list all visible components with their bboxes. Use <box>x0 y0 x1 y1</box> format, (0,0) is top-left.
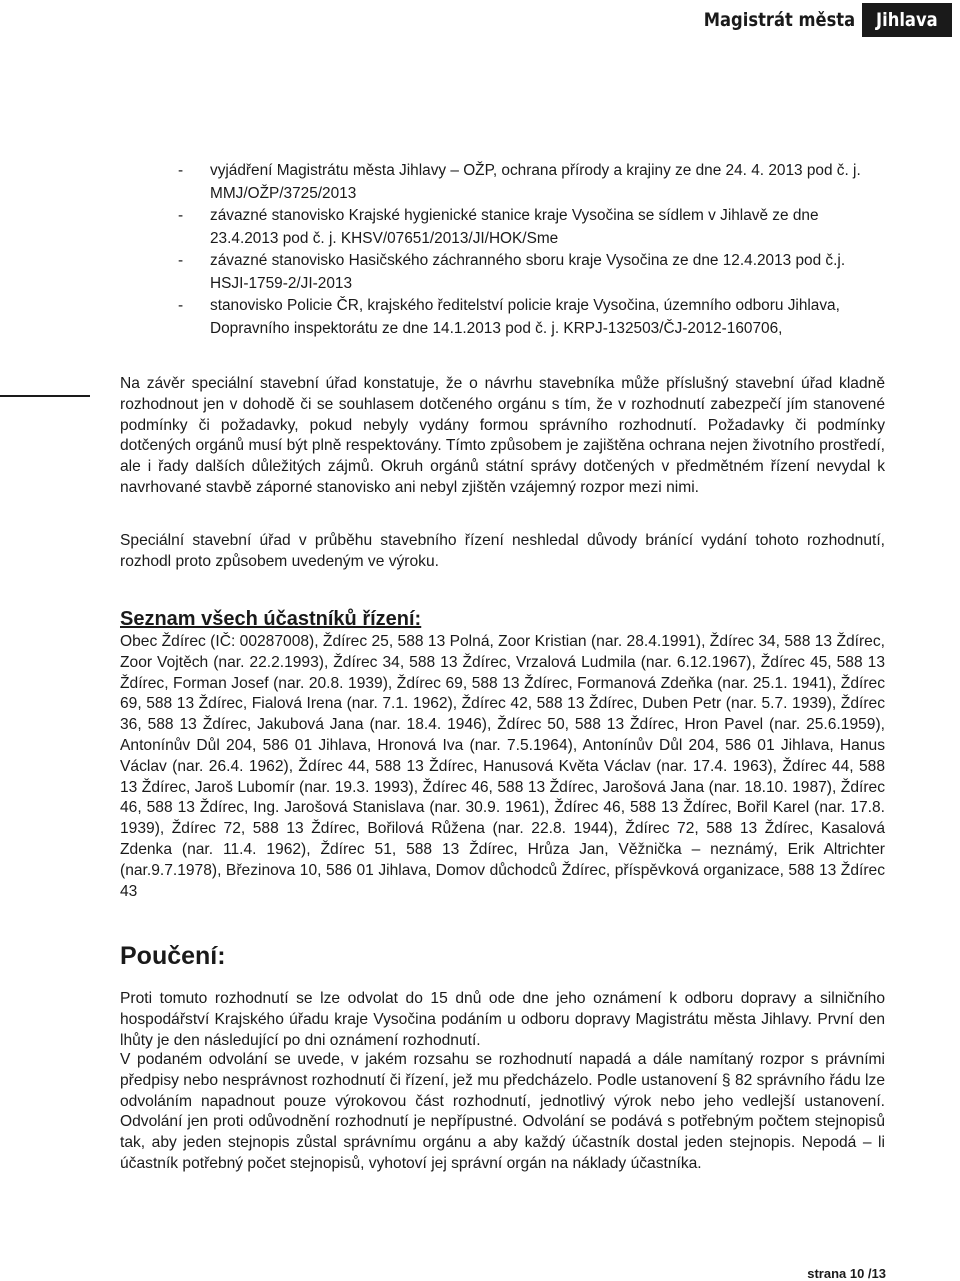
decision-paragraph: Speciální stavební úřad v průběhu stavebního řízení neshledal důvody bránící vydání tohoto rozhodnutí, rozhodl proto způsobem uvedeným ve výroku. <box>120 532 885 570</box>
list-dash: - <box>178 297 184 314</box>
magistrat-logo <box>678 3 952 37</box>
participants-heading: Seznam všech účastníků řízení: <box>120 608 422 630</box>
list-dash: - <box>178 252 184 269</box>
opinion-text: závazné stanovisko Hasičského záchranného sboru kraje Vysočina ze dne 12.4.2013 pod č.j. HSJI-1759-2/JI-2013 <box>210 252 846 292</box>
instruction-paragraph-2: V podaném odvolání se uvede, v jakém rozsahu se rozhodnutí napadá a dále namítaný rozpor s právními předpisy nebo nesprávnost rozhodnutí či řízení, jež mu předcházelo. Podle ustanovení § 82 správního řádu lze odvoláním napadnout pouze výrokovou část rozhodnutí, jednotlivý výrok nebo jeho vedlejší ustanovení. Odvolání jen proti odůvodnění rozhodnutí je nepřípustné. Odvolání se podává s potřebným počtem stejnopisů tak, aby jeden stejnopis zůstal správnímu orgánu a aby každý účastník dostal jeden stejnopis. Nepodá – li účastník potřebný počet stejnopisů, vyhotoví jej správní orgán na náklady účastníka. <box>120 1051 885 1172</box>
instruction-paragraph-1: Proti tomuto rozhodnutí se lze odvolat do 15 dnů ode dne jeho oznámení k odboru dopravy a silničního hospodářství Krajského úřadu kraje Vysočina podáním u odboru dopravy Magistrátu města Jihlavy. První den lhůty je den následující po dni oznámení rozhodnutí. <box>120 990 885 1049</box>
logo-text-jihlava: Jihlava <box>876 9 938 31</box>
opinion-item <box>178 250 868 295</box>
opinions-list <box>178 160 868 340</box>
logo-badge-jihlava <box>862 3 952 37</box>
list-dash: - <box>178 207 184 224</box>
instruction-heading: Poučení: <box>120 942 226 970</box>
opinion-text: vyjádření Magistrátu města Jihlavy – OŽP, ochrana přírody a krajiny ze dne 24. 4. 2013 pod č. j. MMJ/OŽP/3725/2013 <box>210 162 861 202</box>
page-number: strana 10 /13 <box>807 1266 886 1281</box>
opinion-item <box>178 295 868 340</box>
logo-text-magistrat: Magistrát města <box>704 9 856 31</box>
opinion-text: stanovisko Policie ČR, krajského ředitelství policie kraje Vysočina, územního odboru Jihlava, Dopravního inspektorátu ze dne 14.1.2013 pod č. j. KRPJ-132503/ČJ-2012-160706, <box>210 297 840 337</box>
opinion-text: závazné stanovisko Krajské hygienické stanice kraje Vysočina se sídlem v Jihlavě ze dne 23.4.2013 pod č. j. KHSV/07651/2013/JI/HOK/Sme <box>210 207 819 247</box>
list-dash: - <box>178 162 184 179</box>
opinion-item <box>178 160 868 205</box>
opinion-item <box>178 205 868 250</box>
participants-text: Obec Ždírec (IČ: 00287008), Ždírec 25, 588 13 Polná, Zoor Kristian (nar. 28.4.1991), Ždírec 34, 588 13 Ždírec, Zoor Vojtěch (nar. 22.2.1993), Ždírec 34, 588 13 Ždírec, Vrzalová Ludmila (nar. 6.12.1967), Ždírec 45, 588 13 Ždírec, Forman Josef (nar. 20.8. 1939), Ždírec 69, 588 13 Ždírec, Formanová Zdeňka (nar. 25.1. 1941), Ždírec 69, 588 13 Ždírec, Fialová Irena (nar. 7.1. 1962), Ždírec 42, 588 13 Ždírec, Duben Petr (nar. 5.7. 1939), Ždírec 36, 588 13 Ždírec, Jakubová Jana (nar. 18.4. 1946), Ždírec 50, 588 13 Ždírec, Hron Pavel (nar. 25.6.1959), Antonínův Důl 204, 586 01 Jihlava, Hronová Iva (nar. 7.5.1964), Antonínův Důl 204, 586 01 Jihlava, Hanus Václav (nar. 26.4. 1962), Ždírec 44, 588 13 Ždírec, Hanusová Květa Václav (nar. 17.4. 1963), Ždírec 44, 588 13 Ždírec, Jaroš Lubomír (nar. 19.3. 1993), Ždírec 46, 588 13 Ždírec, Jarošová Jana (nar. 18.10. 1987), Ždírec 46, 588 13 Ždírec, Ing. Jarošová Stanislava (nar. 30.9. 1961), Ždírec 46, 588 13 Ždírec, Bořil Karel (nar. 17.8. 1939), Ždírec 72, 588 13 Ždírec, Bořilová Růžena (nar. 22.8. 1944), Ždírec 72, 588 13 Ždírec, Kasalová Zdenka (nar. 11.4. 1962), Ždírec 51, 588 13 Ždírec, Hrůza Jan, Věžnička – neznámý, Erik Altrichter (nar.9.7.1978), Březinova 10, 586 01 Jihlava, Domov důchodců Ždírec, příspěvková organizace, 588 13 Ždírec 43 <box>120 633 885 900</box>
conclusion-paragraph: Na závěr speciální stavební úřad konstatuje, že o návrhu stavebníka může příslušný stavební úřad kladně rozhodnout jen v dohodě či se souhlasem dotčeného orgánu s tím, že v rozhodnutí zabezpečí jím stanovené podmínky či požadavky, pokud nebyly vydány formou správního rozhodnutí. Požadavky či podmínky dotčených orgánů musí být plně respektovány. Tímto způsobem je zajištěna ochrana nejen životního prostředí, ale i řady dalších důležitých zájmů. Okruh orgánů státní správy dotčených v předmětném řízení nevydal k navrhované stavbě záporné stanovisko ani nebyl zjištěn vzájemný rozpor mezi nimi. <box>120 375 885 496</box>
margin-rule <box>0 395 90 397</box>
